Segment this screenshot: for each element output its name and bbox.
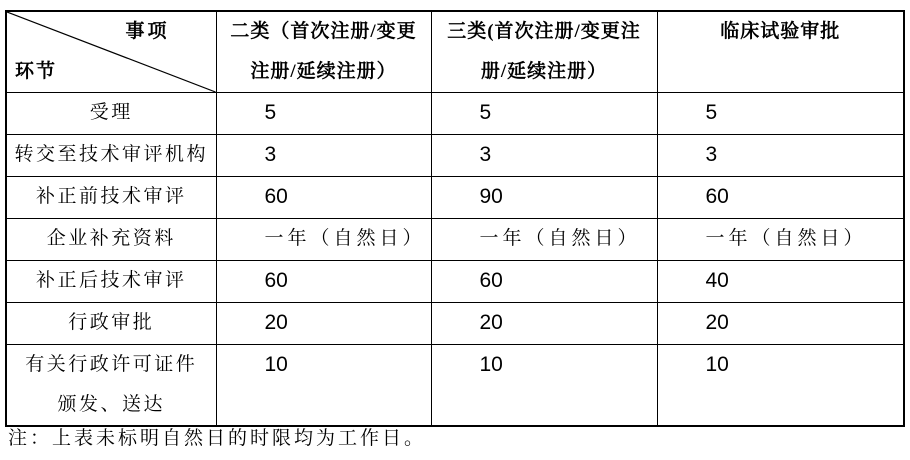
value-cell: 5 [216, 93, 431, 135]
value-cell: 3 [657, 135, 904, 177]
value-cell: 20 [216, 303, 431, 345]
value-cell: 10 [216, 345, 431, 427]
table-row [6, 303, 904, 345]
table-row [6, 261, 904, 303]
footnote: 注：上表未标明自然日的时限均为工作日。 [8, 428, 427, 449]
table-row [6, 177, 904, 219]
row-label-cell: 受理 [6, 93, 216, 135]
value-cell: 5 [431, 93, 657, 135]
value-cell: 3 [431, 135, 657, 177]
corner-label-stage: 环节 [15, 61, 58, 82]
value-cell: 60 [657, 177, 904, 219]
row-label-cell: 转交至技术审评机构 [6, 135, 216, 177]
column-header-clinical-trial: 临床试验审批 [657, 11, 904, 93]
row-label-cell: 补正前技术审评 [6, 177, 216, 219]
value-cell: 10 [657, 345, 904, 427]
value-cell: 20 [657, 303, 904, 345]
table-row [6, 135, 904, 177]
value-cell: 60 [431, 261, 657, 303]
value-cell: 5 [657, 93, 904, 135]
table-row [6, 345, 904, 427]
table-header-row [6, 11, 904, 93]
value-cell: 90 [431, 177, 657, 219]
column-header-class2: 二类（首次注册/变更 注册/延续注册） [216, 11, 431, 93]
value-cell: 一年（自然日） [216, 219, 431, 261]
row-label-cell: 行政审批 [6, 303, 216, 345]
value-cell: 一年（自然日） [657, 219, 904, 261]
table-row [6, 219, 904, 261]
value-cell: 10 [431, 345, 657, 427]
value-cell: 一年（自然日） [431, 219, 657, 261]
row-label-cell: 企业补充资料 [6, 219, 216, 261]
approval-timeline-table [5, 10, 905, 427]
table-row [6, 93, 904, 135]
value-cell: 60 [216, 177, 431, 219]
column-header-class3: 三类(首次注册/变更注 册/延续注册） [431, 11, 657, 93]
value-cell: 40 [657, 261, 904, 303]
corner-header-cell [6, 11, 216, 93]
corner-label-item: 事项 [125, 21, 170, 42]
value-cell: 20 [431, 303, 657, 345]
value-cell: 3 [216, 135, 431, 177]
value-cell: 60 [216, 261, 431, 303]
row-label-cell: 有关行政许可证件 颁发、送达 [6, 345, 216, 427]
row-label-cell: 补正后技术审评 [6, 261, 216, 303]
